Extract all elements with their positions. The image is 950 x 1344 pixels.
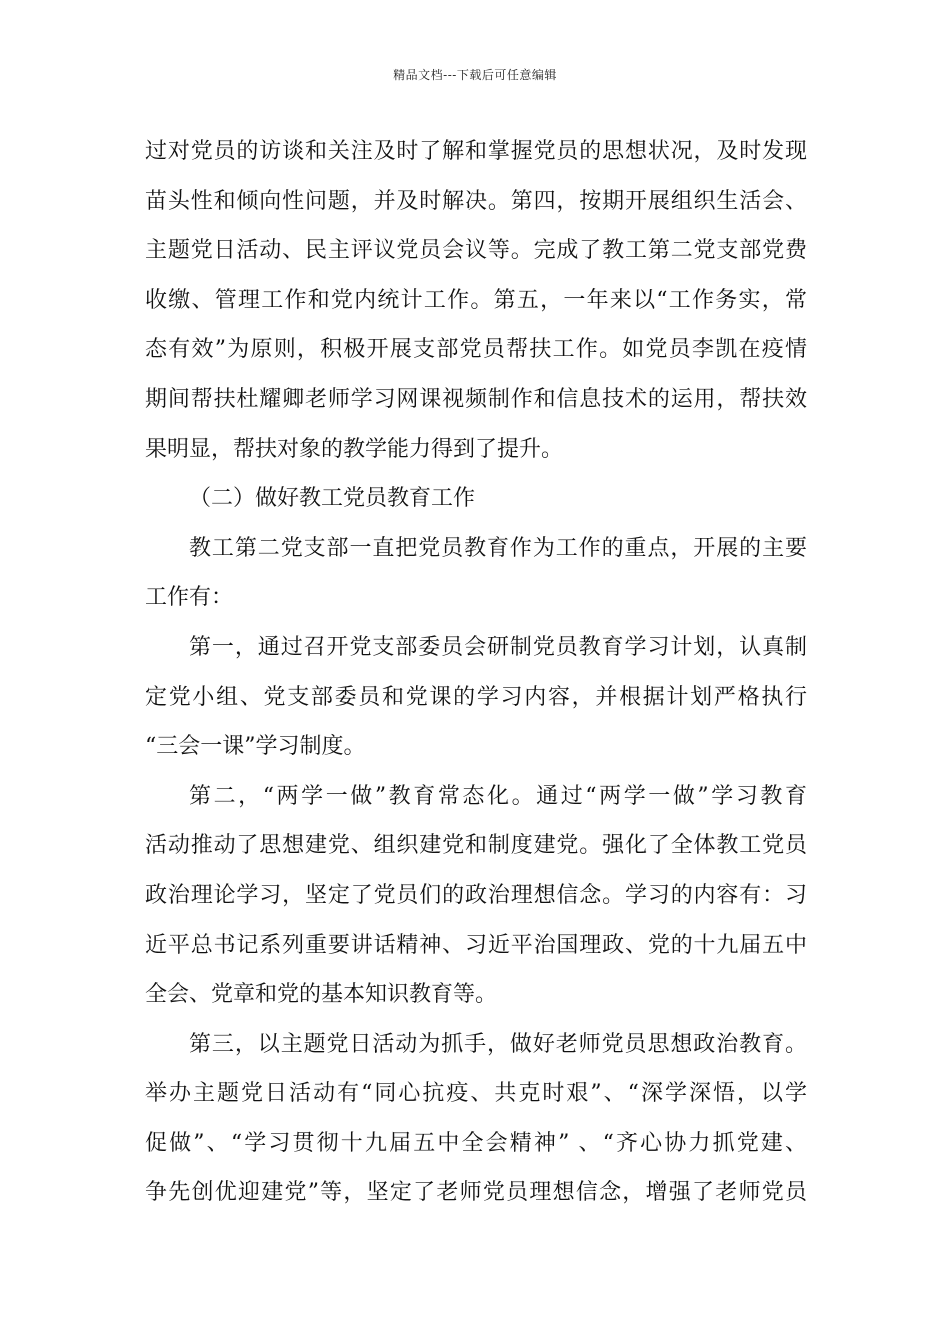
text-line: 第二，“两学一做”教育常态化。通过“两学一做”学习教育 bbox=[189, 783, 807, 809]
text-line: 态有效”为原则，积极开展支部党员帮扶工作。如党员李凯在疫情 bbox=[145, 337, 807, 363]
text-line: （二）做好教工党员教育工作 bbox=[189, 486, 476, 512]
text-line: 收缴、管理工作和党内统计工作。第五，一年来以“工作务实，常 bbox=[145, 287, 807, 313]
text-line: 举办主题党日活动有“同心抗疫、共克时艰”、“深学深悟，以学 bbox=[145, 1081, 807, 1107]
text-line: “三会一课”学习制度。 bbox=[145, 734, 366, 760]
text-line: 活动推动了思想建党、组织建党和制度建党。强化了全体教工党员 bbox=[145, 833, 807, 859]
page-header: 精品文档---下载后可任意编辑 bbox=[393, 68, 557, 82]
text-line: 政治理论学习，坚定了党员们的政治理想信念。学习的内容有：习 bbox=[145, 882, 807, 908]
text-line: 教工第二党支部一直把党员教育作为工作的重点，开展的主要 bbox=[189, 535, 807, 561]
document-body bbox=[145, 132, 807, 1223]
text-line: 定党小组、党支部委员和党课的学习内容，并根据计划严格执行 bbox=[145, 684, 807, 710]
text-line: 争先创优迎建党”等，坚定了老师党员理想信念，增强了老师党员 bbox=[145, 1180, 807, 1206]
text-line: 全会、党章和党的基本知识教育等。 bbox=[145, 982, 498, 1008]
text-line: 果明显，帮扶对象的教学能力得到了提升。 bbox=[145, 436, 564, 462]
text-line: 主题党日活动、民主评议党员会议等。完成了教工第二党支部党费 bbox=[145, 238, 807, 264]
text-line: 近平总书记系列重要讲话精神、习近平治国理政、党的十九届五中 bbox=[145, 932, 807, 958]
text-line: 过对党员的访谈和关注及时了解和掌握党员的思想状况，及时发现 bbox=[145, 139, 807, 164]
text-line: 促做”、“学习贯彻十九届五中全会精神” 、“齐心协力抓党建、 bbox=[145, 1130, 807, 1156]
text-line: 期间帮扶杜耀卿老师学习网课视频制作和信息技术的运用，帮扶效 bbox=[145, 386, 807, 412]
text-line: 苗头性和倾向性问题，并及时解决。第四，按期开展组织生活会、 bbox=[145, 188, 807, 214]
text-line: 工作有： bbox=[145, 585, 234, 611]
text-line: 第三，以主题党日活动为抓手，做好老师党员思想政治教育。 bbox=[189, 1031, 807, 1057]
text-line: 第一，通过召开党支部委员会研制党员教育学习计划，认真制 bbox=[189, 634, 807, 660]
